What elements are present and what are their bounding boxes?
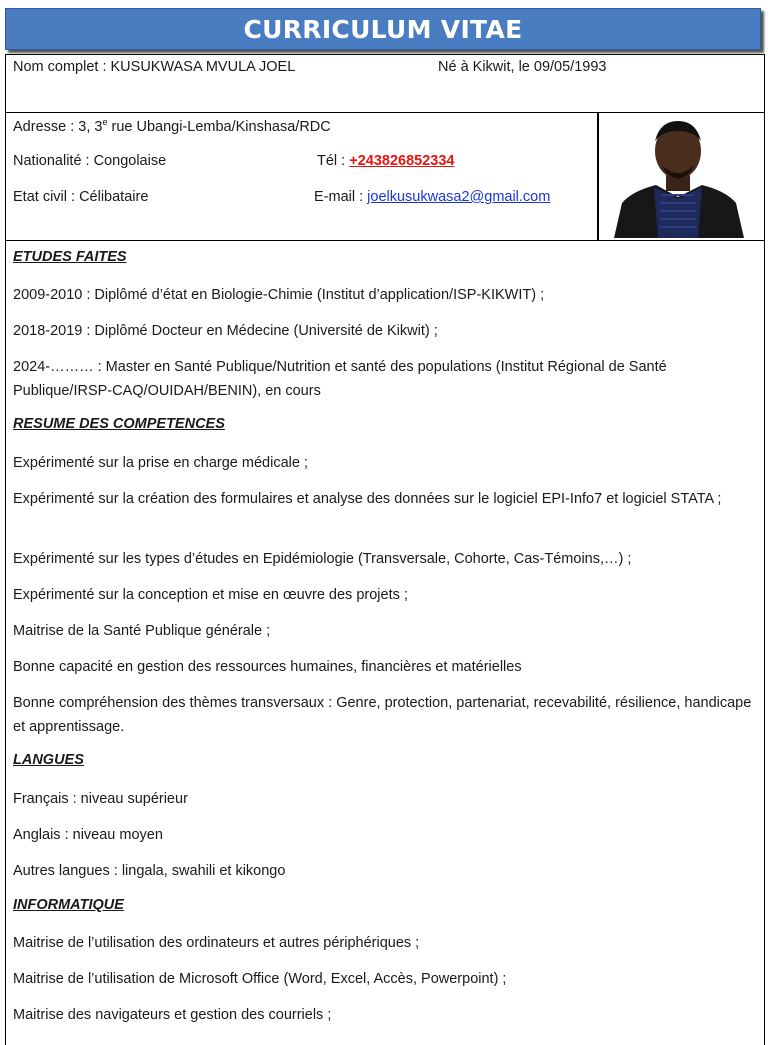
competence-item-4: Expérimenté sur la conception et mise en œuvre des projets ;: [13, 587, 408, 603]
title-banner: [5, 8, 761, 50]
phone-link[interactable]: +243826852334: [349, 153, 455, 169]
civil-status: Etat civil : Célibataire: [13, 189, 149, 205]
birth-info: Né à Kikwit, le 09/05/1993: [438, 59, 607, 75]
phone: [317, 153, 454, 169]
competence-item-1: Expérimenté sur la prise en charge médicale ;: [13, 455, 308, 471]
competence-item-5: Maitrise de la Santé Publique générale ;: [13, 623, 271, 639]
informatique-item-2: Maitrise de l’utilisation de Microsoft Office (Word, Excel, Accès, Powerpoint) ;: [13, 971, 507, 987]
phone-label: Tél :: [317, 153, 350, 169]
langue-item-3: Autres langues : lingala, swahili et kikongo: [13, 863, 286, 879]
address-post: rue Ubangi-Lemba/Kinshasa/RDC: [107, 118, 331, 135]
competence-item-3: Expérimenté sur les types d’études en Epidémiologie (Transversale, Cohorte, Cas-Témoins,…) ;: [13, 551, 632, 567]
etudes-heading: ETUDES FAITES: [13, 249, 127, 265]
email-link[interactable]: joelkusukwasa2@gmail.com: [367, 189, 551, 205]
email: [314, 189, 550, 205]
langues-heading: LANGUES: [13, 752, 84, 768]
competence-item-6: Bonne capacité en gestion des ressources humaines, financières et matérielles: [13, 659, 522, 675]
competence-item-2: Expérimenté sur la création des formulaires et analyse des données sur le logiciel EPI-Info7 et logiciel STATA ;: [13, 491, 722, 507]
address: [13, 117, 331, 135]
address-sup: e: [102, 117, 108, 127]
langue-item-1: Français : niveau supérieur: [13, 791, 188, 807]
full-name: Nom complet : KUSUKWASA MVULA JOEL: [13, 59, 296, 75]
email-label: E-mail :: [314, 189, 368, 205]
address-pre: Adresse : 3, 3: [13, 118, 103, 135]
informatique-item-1: Maitrise de l’utilisation des ordinateurs et autres périphériques ;: [13, 935, 420, 951]
competence-item-7: Bonne compréhension des thèmes transversaux : Genre, protection, partenariat, recevabilité, résilience, handicape et apprentissage.: [13, 695, 752, 735]
informatique-item-3: Maitrise des navigateurs et gestion des courriels ;: [13, 1007, 332, 1023]
informatique-heading: INFORMATIQUE: [13, 897, 124, 913]
photo-cell-divider: [597, 112, 599, 240]
etude-item-3: 2024-……… : Master en Santé Publique/Nutrition et santé des populations (Institut Régional de Santé Publique/IRSP-CAQ/OUIDAH/BENIN), en cours: [13, 359, 667, 399]
profile-photo: [610, 117, 746, 238]
nationality: Nationalité : Congolaise: [13, 153, 167, 169]
competences-heading: RESUME DES COMPETENCES: [13, 416, 225, 432]
etude-item-1: 2009-2010 : Diplômé d’état en Biologie-Chimie (Institut d’application/ISP-KIKWIT) ;: [13, 287, 545, 303]
page-title: CURRICULUM VITAE: [243, 14, 523, 44]
langue-item-2: Anglais : niveau moyen: [13, 827, 163, 843]
etude-item-2: 2018-2019 : Diplômé Docteur en Médecine (Université de Kikwit) ;: [13, 323, 438, 339]
